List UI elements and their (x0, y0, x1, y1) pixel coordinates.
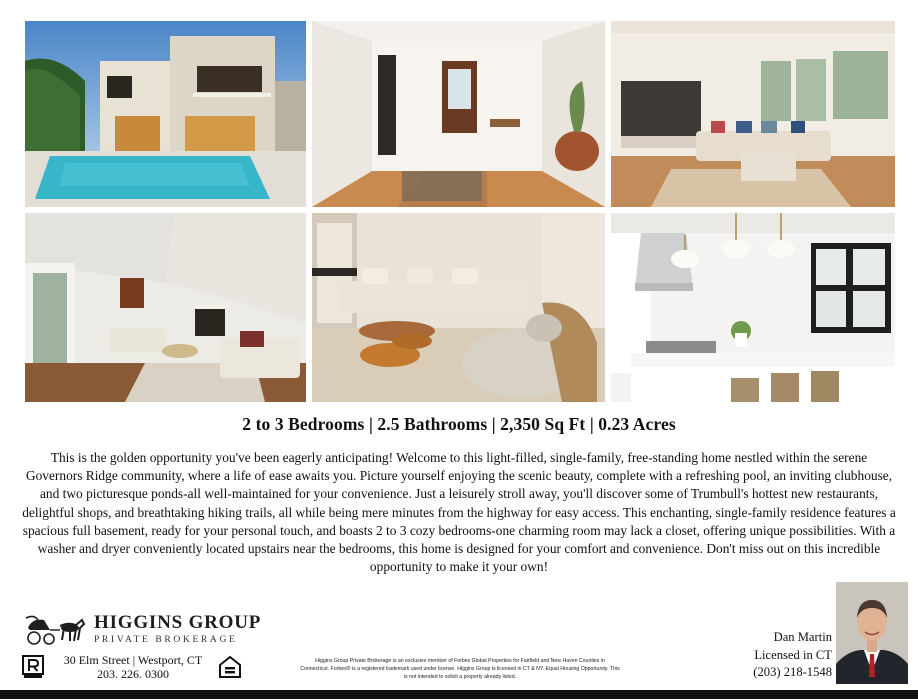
brokerage-name: HIGGINS GROUP (94, 612, 262, 633)
photo-living-room (312, 213, 605, 402)
brokerage-address (50, 653, 216, 681)
agent-headshot (836, 582, 908, 684)
footer-bar (0, 690, 918, 699)
agent-license: Licensed in CT (754, 647, 832, 662)
brokerage-phone: 203. 226. 0300 (97, 667, 169, 681)
photo-exterior-pool (25, 21, 306, 207)
legal-disclaimer: Higgins Group Private Brokerage is an exclusive member of Forbes Global Properties for Fairfield and New Haven Counties in Connecticut. Forbes® is a registered trademark used under license. Higgins Group is licensed in CT & NY. Equal Housing Opportunity. This is not intended to solicit a property already listed. (300, 658, 620, 680)
address-line: 30 Elm Street | Westport, CT (63, 653, 203, 667)
realtor-icon (22, 655, 44, 679)
agent-name: Dan Martin (773, 630, 832, 644)
photo-open-living (611, 21, 895, 207)
brokerage-logo (24, 612, 262, 652)
photo-entry-hall (312, 21, 605, 207)
equal-housing-icon (218, 655, 242, 679)
agent-info (720, 629, 832, 682)
photo-grid (25, 21, 895, 402)
listing-description: This is the golden opportunity you've been eagerly anticipating! Welcome to this light-filled, single-family, free-standing home nestled within the serene Governors Ridge community, where a life of ease awaits you. Picture yourself enjoying the scenic beauty, complete with a refreshing pool, an inviting clubhouse, and two picturesque ponds-all well-maintained for your convenience. Just a leisurely stroll away, you'll discover some of Trumbull's hottest new restaurants, delightful shops, and breathtaking hiking trails, all while being mere minutes from the highway for easy access. This enchanting, single-family residence features a spacious full basement, ready for your personal touch, and boasts 2 to 3 cozy bedrooms-one charming room may lack a closet, offering unique possibilities. With a washer and dryer conveniently located upstairs near the bedrooms, this home is designed for your comfort and convenience. Don't miss out on this incredible opportunity to make it your own! (22, 450, 896, 575)
listing-headline: 2 to 3 Bedrooms | 2.5 Bathrooms | 2,350 Sq Ft | 0.23 Acres (242, 414, 676, 434)
photo-family-room (25, 213, 306, 402)
photo-kitchen (611, 213, 895, 402)
brokerage-tagline: PRIVATE BROKERAGE (94, 634, 238, 645)
agent-phone: (203) 218-1548 (753, 665, 832, 679)
carriage-logo-icon (24, 612, 88, 646)
